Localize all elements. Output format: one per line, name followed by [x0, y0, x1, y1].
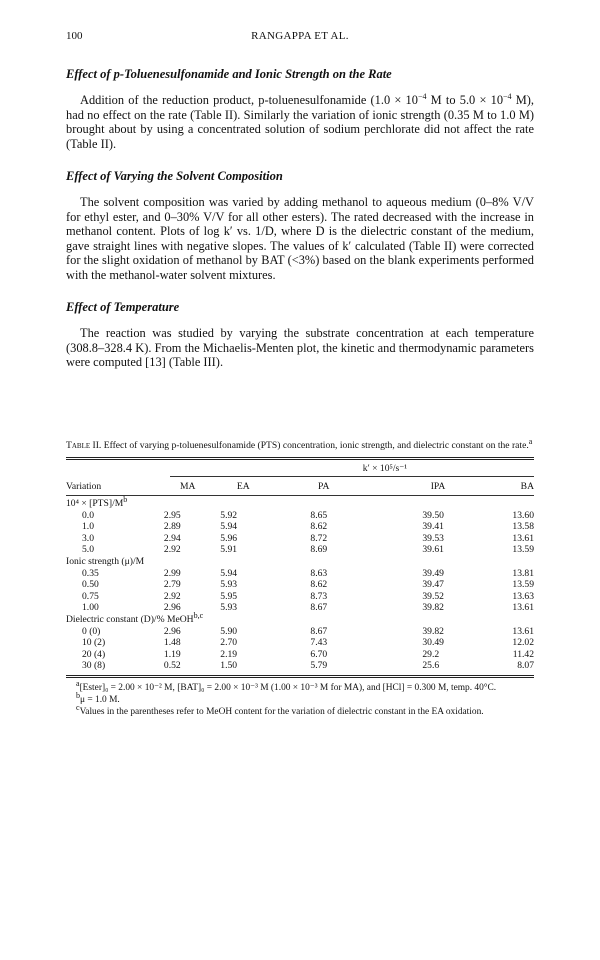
row-label: 30 (8) — [82, 660, 106, 672]
table-cell: 39.49 — [422, 567, 444, 579]
table-header-row — [66, 481, 534, 493]
column-header: IPA — [430, 480, 446, 492]
table-cell: 13.81 — [512, 567, 534, 579]
table-group-heading — [66, 614, 534, 626]
table-cell: 2.92 — [163, 544, 181, 556]
table-header-rule — [66, 495, 534, 496]
table-cell: 13.61 — [512, 625, 534, 637]
row-label: 20 (4) — [82, 648, 106, 660]
table-cell: 8.07 — [517, 660, 534, 672]
table-cell: 13.59 — [512, 544, 534, 556]
footnote-c: $^c$Values in the parentheses refer to MeOH content for the variation of dielectric constant in the EA oxidation. — [76, 702, 484, 717]
paragraph-pts: Addition of the reduction product, p-toluenesulfonamide ($1.0 \times 10^{-4}$ M to $5.0 \times 10^{-4}$ M), had no effect on the rate (Table II). Similarly the variation of ionic strength (0.35 M to 1.0 M) brought about by using a concentrated solution of sodium perchlorate did not affect the rate (Table II). — [66, 91, 534, 151]
table-cell: 13.58 — [512, 521, 534, 533]
row-label: 0.75 — [82, 590, 99, 602]
table-cell: 13.59 — [512, 579, 534, 591]
column-header: EA — [236, 480, 250, 492]
table-footnotes — [66, 678, 534, 718]
column-header: BA — [520, 480, 534, 492]
table-cell: 2.92 — [163, 590, 181, 602]
table-cell: 8.63 — [310, 567, 328, 579]
table-cell: 8.73 — [310, 590, 328, 602]
footnote-b: $^b$μ = 1.0 M. — [76, 690, 120, 705]
table-cell: 8.69 — [310, 544, 328, 556]
section-title-pts: Effect of p-Toluenesulfonamide and Ionic Strength on the Rate — [66, 67, 392, 81]
group-label: $10^4 \times [PTS]/M^b$ — [66, 494, 128, 510]
table-bottom-rule — [66, 675, 534, 678]
row-label: 0.50 — [82, 579, 99, 591]
table-group-heading — [66, 556, 534, 568]
table-cell: 2.94 — [163, 532, 181, 544]
table-row — [66, 660, 534, 672]
table-cell: 1.48 — [163, 637, 181, 649]
table-cell: 39.82 — [422, 602, 444, 614]
table-row — [66, 637, 534, 649]
table-cell: 39.41 — [422, 521, 444, 533]
table-caption: Table II. Effect of varying p-toluenesulfonamide (PTS) concentration, ionic strength, and dielectric constant on the rate.$^a$ — [66, 436, 533, 451]
table-cell: 5.93 — [220, 602, 238, 614]
table-group-heading — [66, 498, 534, 510]
group-label: Ionic strength (μ)/M — [66, 556, 145, 568]
table-cell: 13.61 — [512, 532, 534, 544]
table-cell: 30.49 — [422, 637, 444, 649]
table-cell: 39.50 — [422, 509, 444, 521]
paragraph-temperature: The reaction was studied by varying the substrate concentration at each temperature (308.8–328.4 K). From the Michaelis-Menten plot, the kinetic and thermodynamic parameters were computed [13] (Table III). — [66, 326, 534, 369]
table-cell: 5.94 — [220, 567, 238, 579]
table-cell: 12.02 — [512, 637, 534, 649]
running-head: RANGAPPA ET AL. — [251, 30, 349, 42]
section-title-temperature: Effect of Temperature — [66, 300, 180, 314]
table-cell: 5.79 — [310, 660, 328, 672]
table-cell: 39.82 — [422, 625, 444, 637]
row-label: 1.0 — [82, 521, 94, 533]
row-label: 1.00 — [82, 602, 99, 614]
table-cell: 5.95 — [220, 590, 238, 602]
row-label: 0 (0) — [82, 625, 101, 637]
row-label: 10 (2) — [82, 637, 106, 649]
row-label: 3.0 — [82, 532, 94, 544]
group-label: Dielectric constant (D)/% MeOH$^{b,c}$ — [66, 610, 204, 626]
table-cell: 2.70 — [220, 637, 238, 649]
column-header: MA — [180, 480, 196, 492]
table-cell: 5.90 — [220, 625, 238, 637]
section-title-solvent: Effect of Varying the Solvent Composition — [66, 169, 283, 183]
table-cell: 1.50 — [220, 660, 238, 672]
table-span-header: k′ × 10⁵/s⁻¹ — [362, 462, 408, 474]
table-cell: 2.19 — [220, 648, 238, 660]
table-row — [66, 533, 534, 545]
table-cell: 5.92 — [220, 509, 238, 521]
table-top-rule — [66, 457, 534, 460]
table-cell: 11.42 — [512, 648, 534, 660]
table-caption-label: Table II. — [66, 439, 102, 451]
table-cell: 2.96 — [163, 625, 181, 637]
footnote-a: $^a$[Ester]₀ = 2.00 × 10⁻² M, [BAT]₀ = 2.00 × 10⁻³ M (1.00 × 10⁻³ M for MA), and [HCl] = 0.300 M, temp. 40°C. — [76, 678, 497, 693]
table-row — [66, 568, 534, 580]
page-number: 100 — [66, 30, 83, 42]
table-row — [66, 591, 534, 603]
table-row — [66, 521, 534, 533]
table-cell: 2.99 — [163, 567, 181, 579]
table-cell: 8.67 — [310, 602, 328, 614]
table-row — [66, 602, 534, 614]
page-header — [66, 30, 534, 46]
table-cell: 39.61 — [422, 544, 444, 556]
column-header: Variation — [66, 480, 102, 492]
page — [66, 30, 534, 718]
paragraph-solvent: The solvent composition was varied by adding methanol to aqueous medium (0–8% V/V for ethyl ester, and 0–30% V/V for all other esters). The rated decreased with the increase in methanol content. Plots of log k′ vs. 1/D, where D is the dielectric constant of the medium, gave straight lines with negative slopes. The values of k′ calculated (Table II) were corrected for the slight oxidation of methanol by BAT (<3%) based on the blank experiments performed with the methanol-water solvent mixtures. — [66, 195, 534, 282]
table-cell: 5.91 — [220, 544, 238, 556]
row-label: 5.0 — [82, 544, 94, 556]
table-row — [66, 544, 534, 556]
table-cell: 39.53 — [422, 532, 444, 544]
table-cell: 8.62 — [310, 579, 328, 591]
row-label: 0.35 — [82, 567, 99, 579]
table-cell: 39.47 — [422, 579, 444, 591]
table-body — [66, 494, 534, 672]
table-cell: 2.79 — [163, 579, 181, 591]
table-cell: 5.96 — [220, 532, 238, 544]
table-cell: 13.60 — [512, 509, 534, 521]
table-row — [66, 579, 534, 591]
table-cell: 7.43 — [310, 637, 328, 649]
table-cell: 2.95 — [163, 509, 181, 521]
table-span-rule — [170, 476, 534, 477]
table-cell: 5.93 — [220, 579, 238, 591]
table-cell: 29.2 — [422, 648, 440, 660]
data-table — [66, 481, 534, 493]
table-cell: 13.63 — [512, 590, 534, 602]
row-label: 0.0 — [82, 509, 94, 521]
table-row — [66, 510, 534, 522]
table-cell: 8.62 — [310, 521, 328, 533]
table-row — [66, 626, 534, 638]
table-cell: 25.6 — [422, 660, 440, 672]
table-cell: 8.67 — [310, 625, 328, 637]
table-cell: 2.96 — [163, 602, 181, 614]
table-cell: 1.19 — [163, 648, 181, 660]
table-cell: 6.70 — [310, 648, 328, 660]
column-header: PA — [318, 480, 330, 492]
table-cell: 2.89 — [163, 521, 181, 533]
table-cell: 13.61 — [512, 602, 534, 614]
table-cell: 8.72 — [310, 532, 328, 544]
table-row — [66, 649, 534, 661]
table-cell: 0.52 — [163, 660, 181, 672]
table-cell: 39.52 — [422, 590, 444, 602]
table-caption-text: Effect of varying p-toluenesulfonamide (PTS) concentration, ionic strength, and dielectric constant on the rate. — [101, 439, 529, 451]
table-cell: 8.65 — [310, 509, 328, 521]
table-cell: 5.94 — [220, 521, 238, 533]
